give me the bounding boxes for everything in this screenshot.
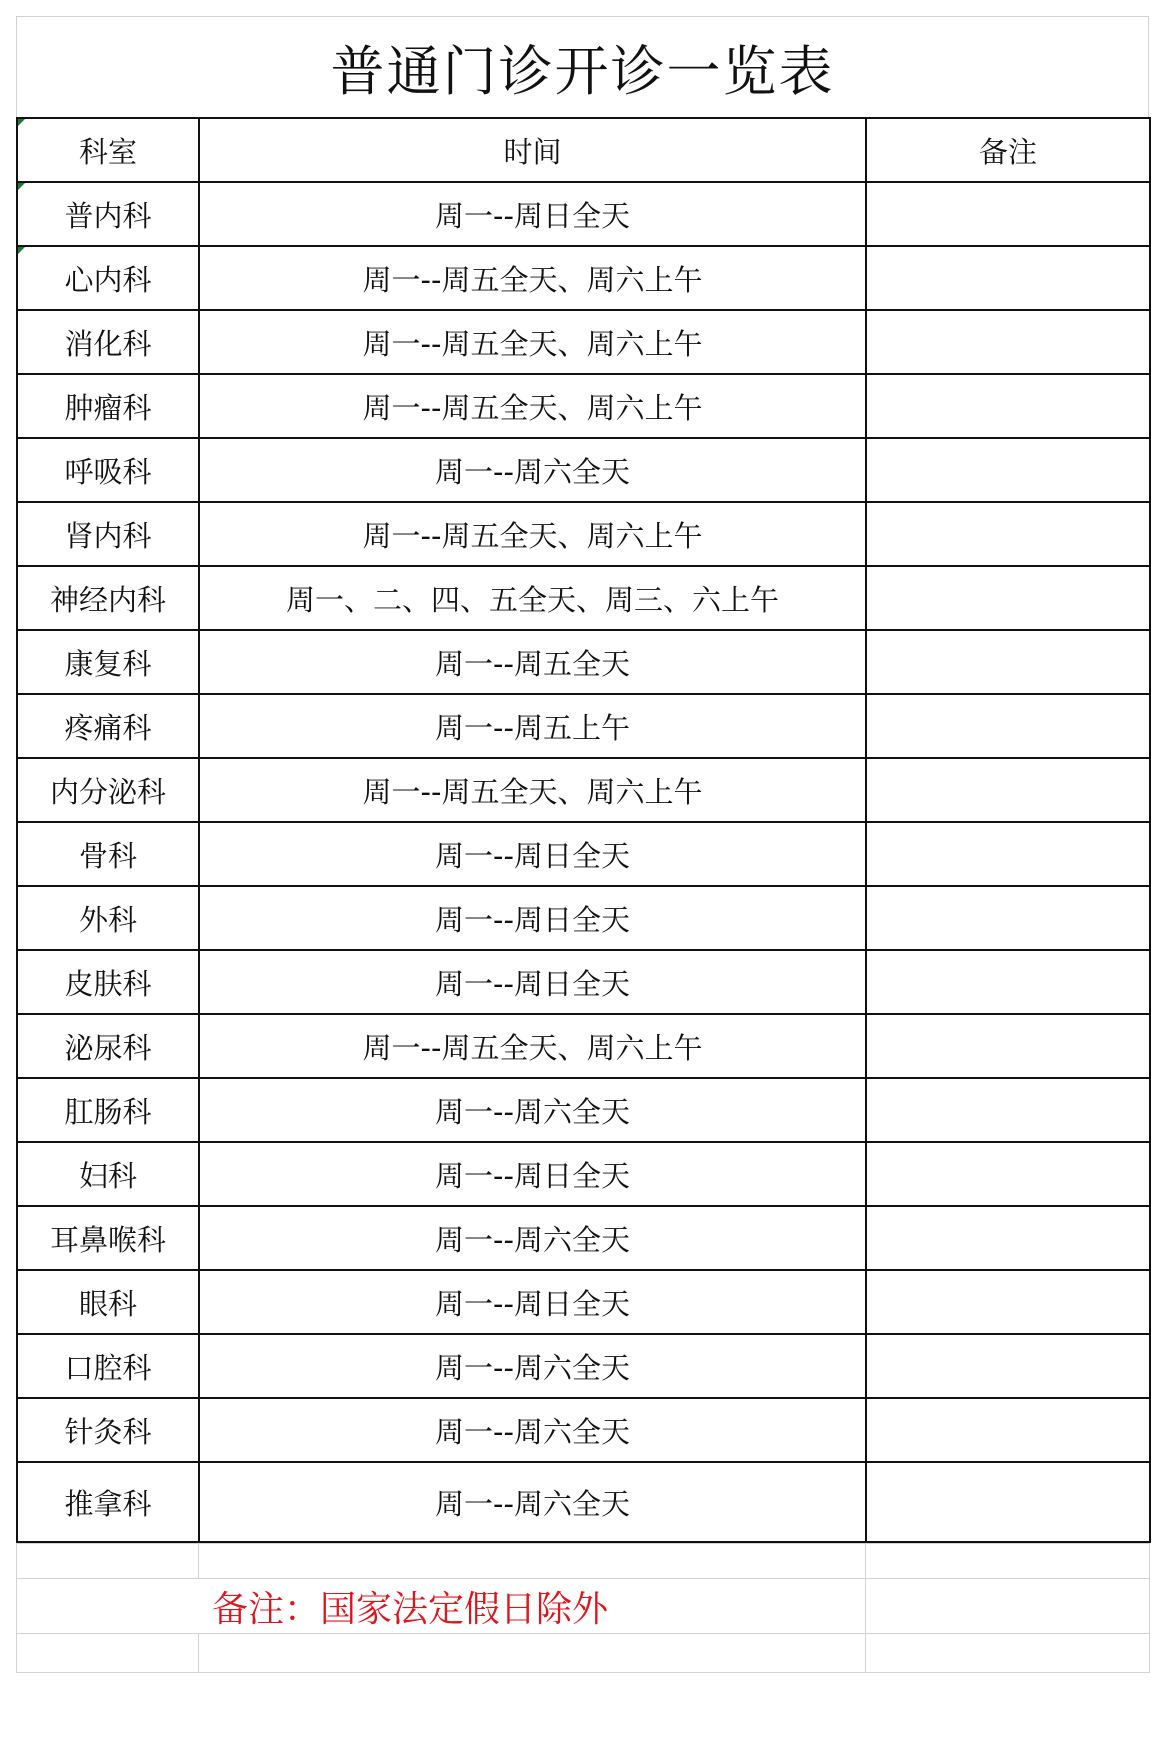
time-cell[interactable]: 周一--周日全天 <box>199 1270 866 1334</box>
remark-cell[interactable] <box>866 1142 1150 1206</box>
table-row <box>17 566 1150 630</box>
remark-cell[interactable] <box>866 374 1150 438</box>
empty-cell[interactable] <box>866 1544 1150 1579</box>
table-row <box>17 182 1150 246</box>
remark-cell[interactable] <box>866 182 1150 246</box>
table-row <box>17 1398 1150 1462</box>
time-cell[interactable]: 周一--周五全天 <box>199 630 866 694</box>
time-cell[interactable]: 周一--周六全天 <box>199 1206 866 1270</box>
remark-cell[interactable] <box>866 950 1150 1014</box>
time-cell[interactable]: 周一--周五全天、周六上午 <box>199 502 866 566</box>
empty-cell[interactable] <box>17 1544 199 1579</box>
table-row <box>17 1270 1150 1334</box>
cell-error-marker-icon <box>18 247 25 254</box>
time-cell[interactable]: 周一--周日全天 <box>199 950 866 1014</box>
dept-cell[interactable]: 泌尿科 <box>17 1014 199 1078</box>
dept-cell[interactable]: 普内科 <box>17 182 199 246</box>
time-cell[interactable]: 周一--周五全天、周六上午 <box>199 758 866 822</box>
remark-cell[interactable] <box>866 438 1150 502</box>
remark-cell[interactable] <box>866 1078 1150 1142</box>
footer-table <box>16 1543 1150 1673</box>
dept-cell[interactable]: 骨科 <box>17 822 199 886</box>
table-row <box>17 630 1150 694</box>
table-row <box>17 1462 1150 1542</box>
time-cell[interactable]: 周一--周六全天 <box>199 1398 866 1462</box>
empty-cell[interactable] <box>866 1634 1150 1673</box>
dept-cell[interactable]: 肛肠科 <box>17 1078 199 1142</box>
footer-note-row <box>17 1579 1150 1634</box>
table-row <box>17 374 1150 438</box>
empty-cell[interactable] <box>199 1634 866 1673</box>
time-cell[interactable]: 周一--周六全天 <box>199 1334 866 1398</box>
header-remark[interactable]: 备注 <box>866 118 1150 182</box>
table-row <box>17 1078 1150 1142</box>
time-cell[interactable]: 周一--周日全天 <box>199 822 866 886</box>
time-cell[interactable]: 周一--周五全天、周六上午 <box>199 310 866 374</box>
cell-error-marker-icon <box>18 119 25 126</box>
table-row <box>17 438 1150 502</box>
header-dept[interactable]: 科室 <box>17 118 199 182</box>
remark-cell[interactable] <box>866 822 1150 886</box>
dept-cell[interactable]: 肾内科 <box>17 502 199 566</box>
dept-cell[interactable]: 耳鼻喉科 <box>17 1206 199 1270</box>
dept-cell[interactable]: 内分泌科 <box>17 758 199 822</box>
dept-cell[interactable]: 消化科 <box>17 310 199 374</box>
remark-cell[interactable] <box>866 1398 1150 1462</box>
remark-cell[interactable] <box>866 886 1150 950</box>
dept-cell[interactable]: 肿瘤科 <box>17 374 199 438</box>
time-cell[interactable]: 周一--周日全天 <box>199 182 866 246</box>
dept-cell[interactable]: 神经内科 <box>17 566 199 630</box>
time-cell[interactable]: 周一--周日全天 <box>199 1142 866 1206</box>
remark-cell[interactable] <box>866 566 1150 630</box>
remark-cell[interactable] <box>866 758 1150 822</box>
table-row <box>17 1206 1150 1270</box>
table-row <box>17 502 1150 566</box>
dept-cell[interactable]: 外科 <box>17 886 199 950</box>
remark-cell[interactable] <box>866 694 1150 758</box>
spreadsheet <box>16 16 1149 1673</box>
footer-note[interactable]: 备注：国家法定假日除外 <box>17 1579 866 1634</box>
remark-cell[interactable] <box>866 502 1150 566</box>
table-row <box>17 1142 1150 1206</box>
cell-error-marker-icon <box>18 183 25 190</box>
remark-cell[interactable] <box>866 1270 1150 1334</box>
remark-cell[interactable] <box>866 630 1150 694</box>
remark-cell[interactable] <box>866 1462 1150 1542</box>
empty-row <box>17 1544 1150 1579</box>
dept-cell[interactable]: 皮肤科 <box>17 950 199 1014</box>
remark-cell[interactable] <box>866 1334 1150 1398</box>
time-cell[interactable]: 周一、二、四、五全天、周三、六上午 <box>199 566 866 630</box>
empty-cell[interactable] <box>17 1634 199 1673</box>
dept-cell[interactable]: 针灸科 <box>17 1398 199 1462</box>
time-cell[interactable]: 周一--周日全天 <box>199 886 866 950</box>
empty-row <box>17 1634 1150 1673</box>
time-cell[interactable]: 周一--周六全天 <box>199 438 866 502</box>
dept-cell[interactable]: 推拿科 <box>17 1462 199 1542</box>
table-row <box>17 886 1150 950</box>
page-title: 普通门诊开诊一览表 <box>16 16 1149 117</box>
dept-cell[interactable]: 呼吸科 <box>17 438 199 502</box>
time-cell[interactable]: 周一--周五全天、周六上午 <box>199 246 866 310</box>
time-cell[interactable]: 周一--周五全天、周六上午 <box>199 1014 866 1078</box>
table-row <box>17 1334 1150 1398</box>
table-row <box>17 246 1150 310</box>
time-cell[interactable]: 周一--周五全天、周六上午 <box>199 374 866 438</box>
table-row <box>17 694 1150 758</box>
schedule-table <box>16 117 1151 1543</box>
table-row <box>17 310 1150 374</box>
dept-cell[interactable]: 心内科 <box>17 246 199 310</box>
time-cell[interactable]: 周一--周六全天 <box>199 1078 866 1142</box>
remark-cell[interactable] <box>866 310 1150 374</box>
time-cell[interactable]: 周一--周六全天 <box>199 1462 866 1542</box>
empty-cell[interactable] <box>199 1544 866 1579</box>
table-row <box>17 758 1150 822</box>
table-header-row <box>17 118 1150 182</box>
remark-cell[interactable] <box>866 1206 1150 1270</box>
header-time[interactable]: 时间 <box>199 118 866 182</box>
dept-cell[interactable]: 妇科 <box>17 1142 199 1206</box>
dept-cell[interactable]: 康复科 <box>17 630 199 694</box>
dept-cell[interactable]: 眼科 <box>17 1270 199 1334</box>
table-row <box>17 950 1150 1014</box>
table-row <box>17 822 1150 886</box>
time-cell[interactable]: 周一--周五上午 <box>199 694 866 758</box>
remark-cell[interactable] <box>866 1014 1150 1078</box>
remark-cell[interactable] <box>866 246 1150 310</box>
empty-cell[interactable] <box>866 1579 1150 1634</box>
table-row <box>17 1014 1150 1078</box>
dept-cell[interactable]: 口腔科 <box>17 1334 199 1398</box>
dept-cell[interactable]: 疼痛科 <box>17 694 199 758</box>
